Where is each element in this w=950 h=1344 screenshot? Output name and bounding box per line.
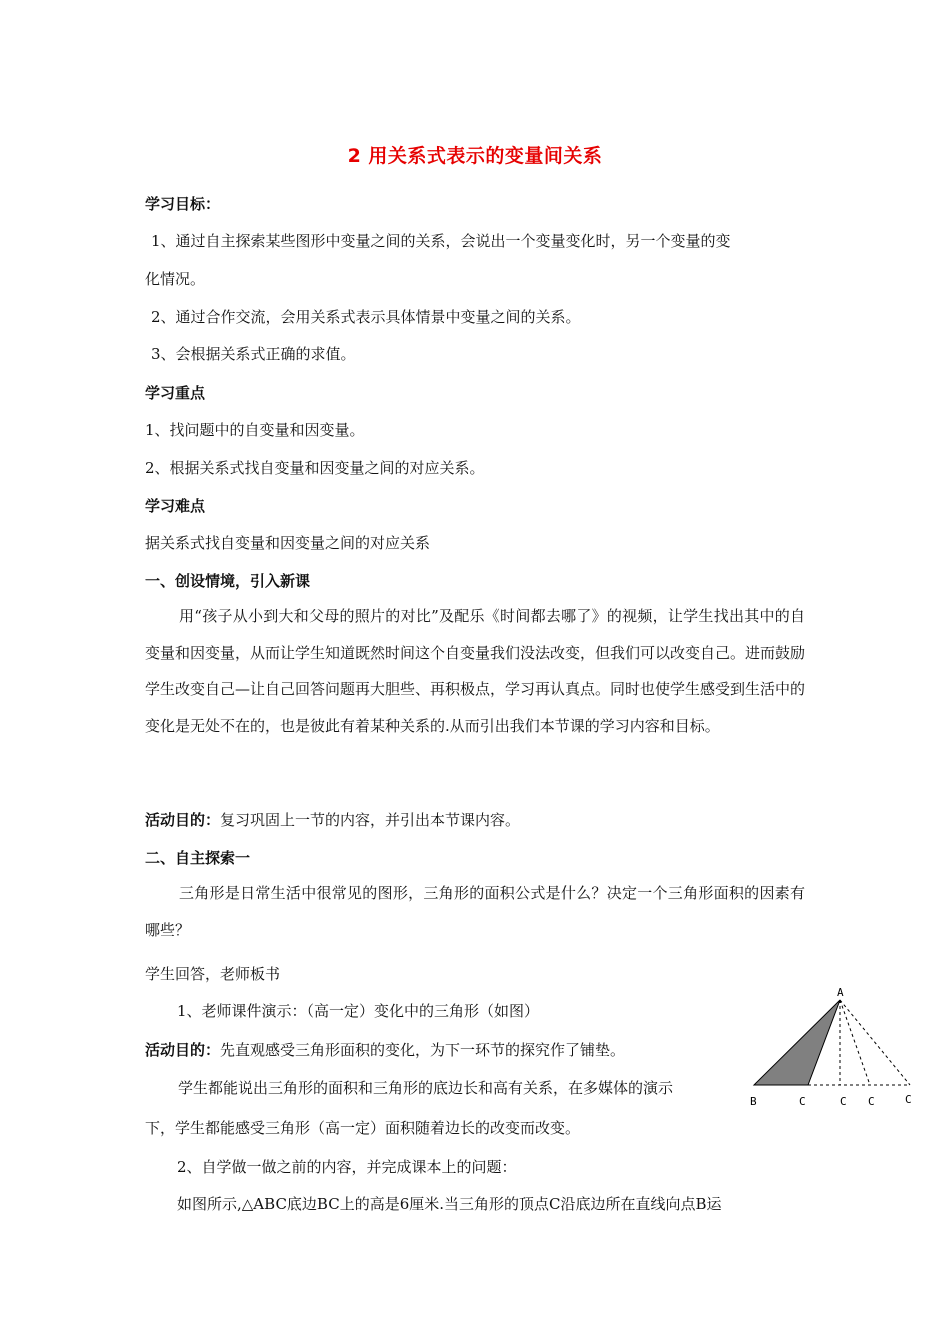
dashed-side-2: [840, 1000, 910, 1085]
purpose-label: 活动目的：: [145, 1041, 221, 1059]
difficulty-text: 据关系式找自变量和因变量之间的对应关系: [145, 534, 431, 552]
label-c-1: C: [799, 1095, 806, 1108]
triangle-figure: [742, 982, 922, 1112]
goal-item-1-line-2: 化情况。: [145, 270, 206, 288]
shaded-triangle: [754, 1000, 840, 1085]
section-2-purpose: [145, 1039, 625, 1060]
section-1-heading: 一、创设情境，引入新课: [145, 572, 311, 590]
goal-item-1-line-1: 1、通过自主探索某些图形中变量之间的关系，会说出一个变量变化时，另一个变量的变: [151, 232, 731, 250]
goal-item-2: 2、通过合作交流，会用关系式表示具体情景中变量之间的关系。: [151, 308, 581, 326]
keypoint-item-1: 1、找问题中的自变量和因变量。: [145, 421, 365, 439]
section-2-para2-line-2: 下，学生都能感受三角形（高一定）面积随着边长的改变而改变。: [145, 1119, 581, 1137]
goals-heading: 学习目标：: [145, 195, 221, 213]
section-1-purpose: [145, 809, 520, 830]
section-2-answer: 学生回答，老师板书: [145, 965, 281, 983]
label-b: B: [750, 1095, 757, 1108]
section-2-item-3: 如图所示,△ABC底边BC上的高是6厘米.当三角形的顶点C沿底边所在直线向点B运: [177, 1195, 722, 1213]
section-1-paragraph: 用“孩子从小到大和父母的照片的对比”及配乐《时间都去哪了》的视频，让学生找出其中的自变量和因变量，从而让学生知道既然时间这个自变量我们没法改变，但我们可以改变自己。进而鼓励学生改变自己—让自己回答问题再大胆些、再积极点，学习再认真点。同时也使学生感受到生活中的变化是无处不在的，也是彼此有着某种关系的.从而引出我们本节课的学习内容和目标。: [145, 607, 806, 735]
keypoints-heading: 学习重点: [145, 384, 206, 402]
difficulty-heading: 学习难点: [145, 497, 206, 515]
purpose-label: 活动目的：: [145, 811, 221, 829]
label-c-2: C: [840, 1095, 847, 1108]
section-2-paragraph: 三角形是日常生活中很常见的图形，三角形的面积公式是什么？决定一个三角形面积的因素有哪些？: [145, 884, 805, 939]
section-2-heading: 二、自主探索一: [145, 849, 251, 867]
goal-item-3: 3、会根据关系式正确的求值。: [151, 345, 356, 363]
purpose-text: 复习巩固上一节的内容，并引出本节课内容。: [220, 811, 521, 829]
page-title: 2 用关系式表示的变量间关系: [347, 145, 603, 167]
section-2-para2-line-1: 学生都能说出三角形的面积和三角形的底边长和高有关系，在多媒体的演示: [178, 1079, 674, 1097]
section-2-demo: 1、老师课件演示：（高一定）变化中的三角形（如图）: [177, 1002, 540, 1020]
purpose-text: 先直观感受三角形面积的变化，为下一环节的探究作了铺垫。: [220, 1041, 626, 1059]
label-c-3: C: [868, 1095, 875, 1108]
section-2-item-2: 2、自学做一做之前的内容，并完成课本上的问题：: [177, 1158, 517, 1176]
label-a: A: [837, 986, 844, 999]
label-c-4: C: [905, 1093, 912, 1106]
dashed-side-1: [840, 1000, 870, 1085]
keypoint-item-2: 2、根据关系式找自变量和因变量之间的对应关系。: [145, 459, 485, 477]
